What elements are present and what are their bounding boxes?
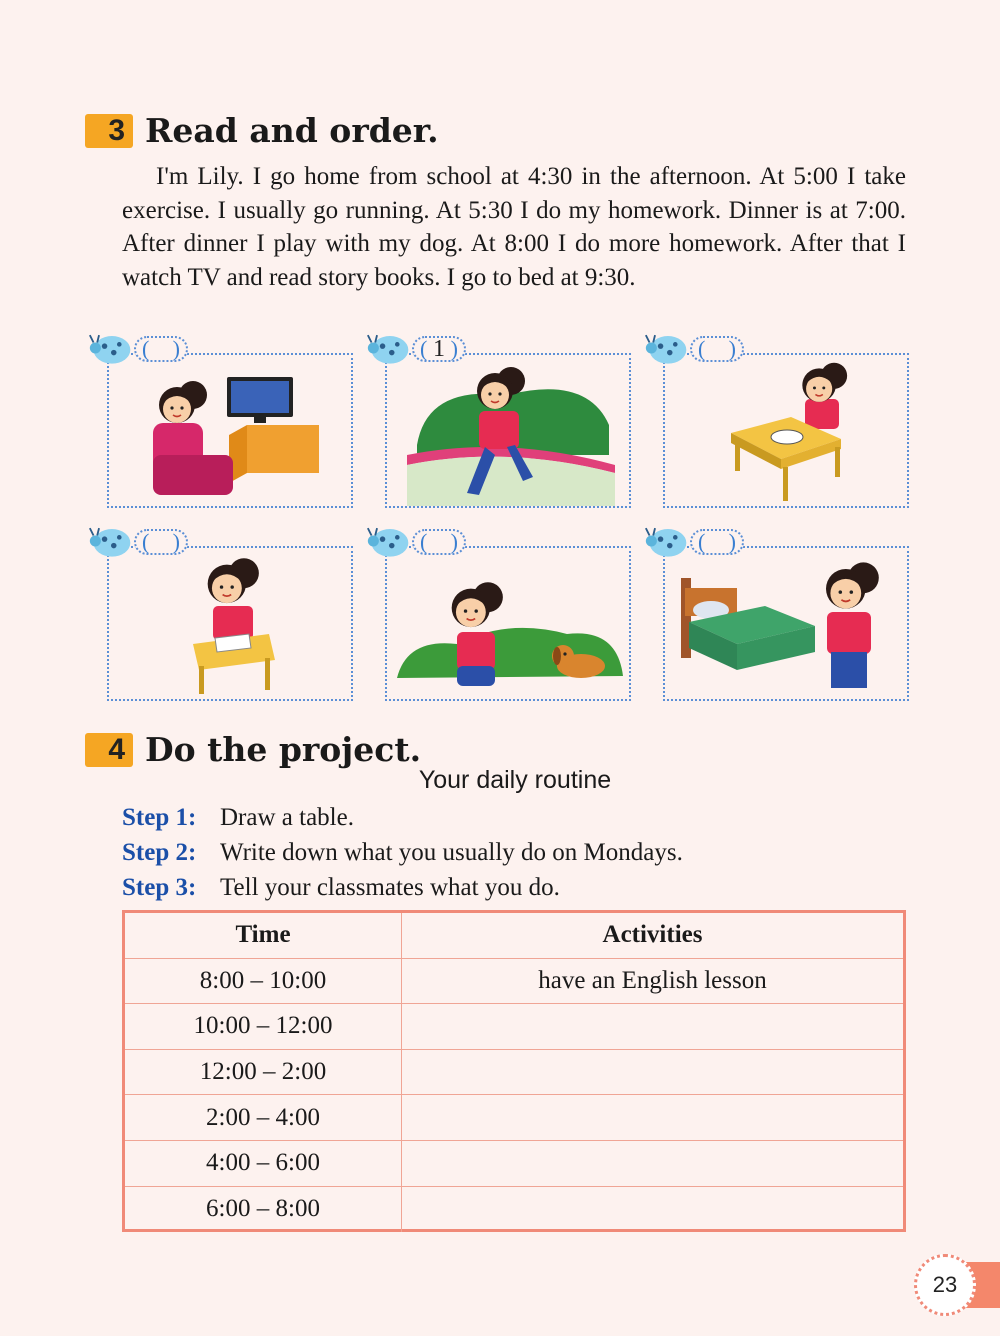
activity-cell[interactable] bbox=[402, 1187, 903, 1233]
routine-table bbox=[122, 910, 906, 1232]
table-row bbox=[125, 1004, 903, 1050]
table-row bbox=[125, 959, 903, 1005]
time-cell: 6:00 – 8:00 bbox=[125, 1187, 402, 1233]
table-header-row bbox=[125, 913, 903, 959]
section-3-title: Read and order. bbox=[145, 111, 439, 150]
picture-card-watching-tv bbox=[107, 353, 353, 508]
picture-card-eating-dinner bbox=[663, 353, 909, 508]
step-label: Step 2: bbox=[122, 839, 197, 866]
activity-cell[interactable] bbox=[402, 1050, 903, 1095]
section-3-heading bbox=[85, 111, 439, 150]
story-paragraph: I'm Lily. I go home from school at 4:30 in the afternoon. At 5:00 I take exercise. I usually go running. At 5:30 I do my homework. Dinner is at 7:00. After dinner I play with my dog. At 8:00 I do more homework. After that I watch TV and read story books. I go to bed at 9:30. bbox=[122, 163, 906, 291]
table-row bbox=[125, 1141, 903, 1187]
page-number: 23 bbox=[914, 1254, 976, 1316]
section-3-number-badge: 3 bbox=[85, 114, 133, 148]
time-cell: 4:00 – 6:00 bbox=[125, 1141, 402, 1186]
step-text: Draw a table. bbox=[220, 804, 354, 831]
order-tag bbox=[366, 328, 476, 368]
table-row bbox=[125, 1095, 903, 1141]
order-tag bbox=[644, 328, 754, 368]
ladybug-icon bbox=[644, 521, 690, 561]
activity-cell[interactable]: have an English lesson bbox=[538, 966, 767, 994]
order-answer-box[interactable]: ( ) bbox=[690, 529, 744, 555]
time-cell: 10:00 – 12:00 bbox=[125, 1004, 402, 1049]
picture-card-going-to-bed bbox=[663, 546, 909, 701]
picture-card-doing-homework bbox=[107, 546, 353, 701]
order-tag bbox=[88, 521, 198, 561]
step-label: Step 3: bbox=[122, 874, 197, 901]
step-text: Tell your classmates what you do. bbox=[220, 874, 560, 901]
activity-cell[interactable] bbox=[402, 1141, 903, 1186]
ladybug-icon bbox=[366, 328, 412, 368]
time-cell: 8:00 – 10:00 bbox=[125, 959, 402, 1004]
going-to-bed-icon bbox=[665, 548, 907, 699]
section-4-title: Do the project. bbox=[145, 730, 422, 769]
step-1 bbox=[122, 804, 354, 832]
table-row bbox=[125, 1050, 903, 1096]
order-answer-box[interactable]: ( ) bbox=[690, 336, 744, 362]
step-3 bbox=[122, 874, 560, 902]
order-answer-box[interactable]: ( ) bbox=[412, 529, 466, 555]
ladybug-icon bbox=[88, 328, 134, 368]
step-label: Step 1: bbox=[122, 804, 197, 831]
header-activities: Activities bbox=[602, 921, 703, 949]
ladybug-icon bbox=[88, 521, 134, 561]
activity-cell[interactable] bbox=[402, 1004, 903, 1049]
order-answer-box[interactable]: ( ) bbox=[134, 336, 188, 362]
section-4-heading bbox=[85, 730, 421, 769]
eating-dinner-icon bbox=[665, 355, 907, 506]
step-2 bbox=[122, 839, 683, 867]
project-subtitle: Your daily routine bbox=[418, 766, 612, 794]
order-answer-box[interactable]: ( ) bbox=[134, 529, 188, 555]
order-tag bbox=[366, 521, 476, 561]
step-text: Write down what you usually do on Mondays. bbox=[220, 839, 683, 866]
table-row bbox=[125, 1187, 903, 1233]
ladybug-icon bbox=[644, 328, 690, 368]
running-icon bbox=[387, 355, 629, 506]
doing-homework-icon bbox=[109, 548, 351, 699]
watching-tv-icon bbox=[109, 355, 351, 506]
activity-cell[interactable] bbox=[402, 1095, 903, 1140]
order-tag bbox=[644, 521, 754, 561]
order-tag bbox=[88, 328, 198, 368]
picture-card-playing-with-dog bbox=[385, 546, 631, 701]
picture-card-running bbox=[385, 353, 631, 508]
time-cell: 12:00 – 2:00 bbox=[125, 1050, 402, 1095]
order-answer-box[interactable]: ( 1 ) bbox=[412, 336, 466, 362]
section-4-number-badge: 4 bbox=[85, 733, 133, 767]
time-cell: 2:00 – 4:00 bbox=[125, 1095, 402, 1140]
playing-with-dog-icon bbox=[387, 548, 629, 699]
ladybug-icon bbox=[366, 521, 412, 561]
header-time: Time bbox=[125, 913, 402, 958]
